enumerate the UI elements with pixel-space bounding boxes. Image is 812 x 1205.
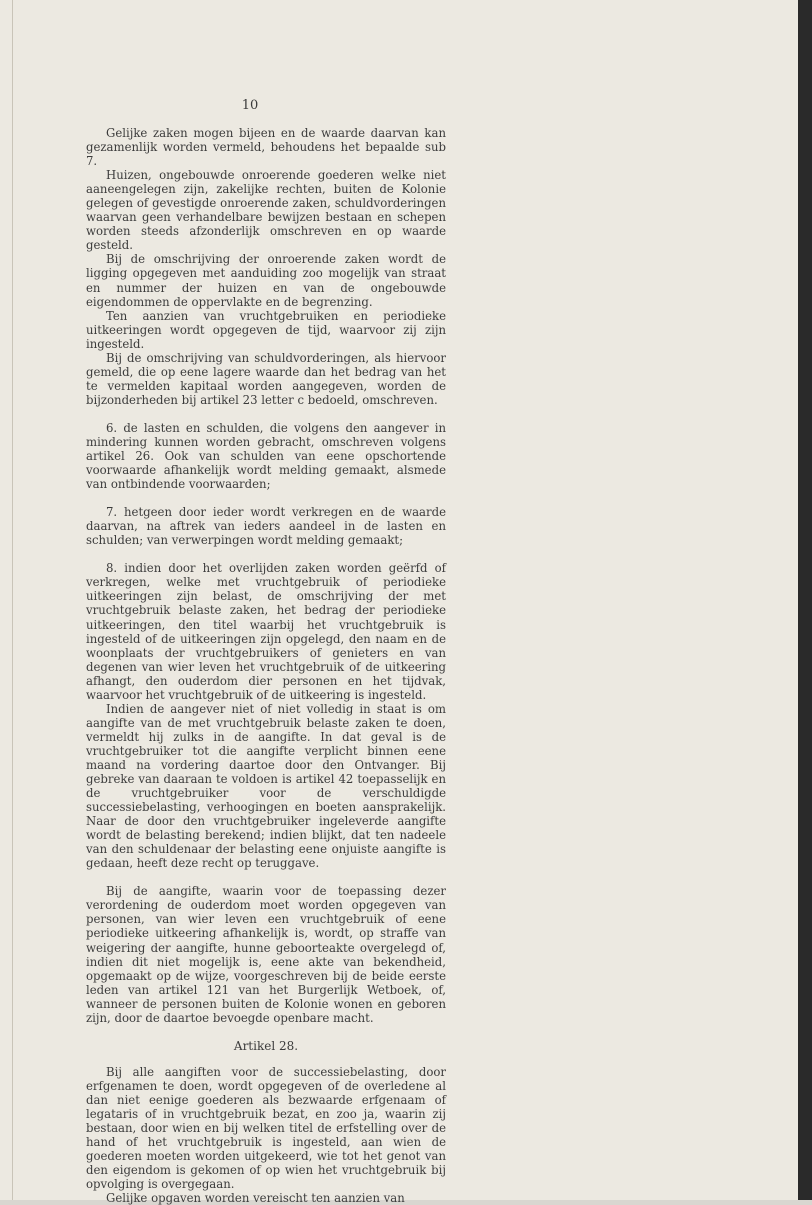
paragraphs-before-heading bbox=[86, 126, 446, 1025]
paragraph: Indien de aangever niet of niet volledig in staat is om aangifte van de met vruchtgebruik belaste zaken te doen, vermeldt hij zulks in de aangifte. In dat geval is de vruchtgebruiker tot die aangifte verplicht binnen eene maand na vordering daartoe door den Ontvanger. Bij gebreke van daaraan te voldoen is artikel 42 toepasselijk en de vruchtgebruiker voor de verschuldigde successiebelasting, verhoogingen en boeten aansprakelijk. Naar de door den vruchtgebruiker ingeleverde aangifte wordt de belasting berekend; indien blijkt, dat ten nadeele van den schuldenaar der belasting eene onjuiste aangifte is gedaan, heeft deze recht op teruggave. bbox=[86, 701, 446, 871]
paragraph: Gelijke opgaven worden vereischt ten aanzien van bbox=[106, 1191, 405, 1205]
paragraph: 7. hetgeen door ieder wordt verkregen en de waarde daarvan, na aftrek van ieders aandeel in de lasten en schulden; van verwerpingen wordt melding gemaakt; bbox=[86, 505, 446, 548]
paragraph: Bij de omschrijving der onroerende zaken wordt de ligging opgegeven met aanduiding zoo mogelijk van straat en nummer der huizen en van de ongebouwde eigendommen de oppervlakte en de begrenzing. bbox=[86, 252, 446, 309]
body-text bbox=[86, 126, 446, 1205]
paragraph: 6. de lasten en schulden, die volgens den aangever in mindering kunnen worden gebracht, omschreven volgens artikel 26. Ook van schulden van eene opschortende voorwaarde afhankelijk wordt melding gemaakt, alsmede van ontbindende voorwaarden; bbox=[86, 420, 446, 492]
paragraph: Bij alle aangiften voor de successiebelasting, door erfgenamen te doen, wordt opgegeven of de overledene al dan niet eenige goederen als bezwaarde erfgenaam of legataris of in vruchtgebruik bezat, en zoo ja, waarin zij bestaan, door wien en bij welken titel de erfstelling over de hand of het vruchtgebruik is ingesteld, aan wien de goederen moeten worden uitgekeerd, wie tot het genot van den eigendom is gekomen of op wien het vruchtgebruik bij opvolging is overgegaan. bbox=[86, 1064, 446, 1192]
paragraphs-after-heading bbox=[86, 1065, 446, 1205]
paragraph: Bij de omschrijving van schuldvorderingen, als hiervoor gemeld, die op eene lagere waarde dan het bedrag van het te vermelden kapitaal worden aangegeven, worden de bijzonderheden bij artikel 23 letter c bedoeld, omschreven. bbox=[86, 350, 446, 407]
paragraph: 8. indien door het overlijden zaken worden geërfd of verkregen, welke met vruchtgebruik of periodieke uitkeeringen zijn belast, de omschrijving der met vruchtgebruik belaste zaken, het bedrag der periodieke uitkeeringen, den titel waarbij het vruchtgebruik is ingesteld of de uitkeeringen zijn opgelegd, den naam en de woonplaats der vruchtgebruikers of genieters en van degenen van wier leven het vruchtgebruik of de uitkeering afhangt, den ouderdom dier personen en het tijdvak, waarvoor het vruchtgebruik of de uitkeering is ingesteld. bbox=[86, 561, 446, 702]
paragraph: Gelijke zaken mogen bijeen en de waarde daarvan kan gezamenlijk worden vermeld, behoudens het bepaalde sub 7. bbox=[86, 126, 446, 169]
paragraph: Ten aanzien van vruchtgebruiken en periodieke uitkeeringen wordt opgegeven de tijd, waarvoor zij zijn ingesteld. bbox=[86, 308, 446, 351]
paragraph: Bij de aangifte, waarin voor de toepassing dezer verordening de ouderdom moet worden opgegeven van personen, van wier leven een vruchtgebruik of eene periodieke uitkeering afhankelijk is, wordt, op straffe van weigering der aangifte, hunne geboorteakte overgelegd of, indien dit niet mogelijk is, eene akte van bekendheid, opgemaakt op de wijze, voorgeschreven bij de beide eerste leden van artikel 121 van het Burgerlijk Wetboek, of, wanneer de personen buiten de Kolonie wonen en geboren zijn, door de daartoe bevoegde openbare macht. bbox=[86, 884, 446, 1025]
page-number: 10 bbox=[241, 98, 259, 113]
paragraph: Huizen, ongebouwde onroerende goederen welke niet aaneengelegen zijn, zakelijke rechten, buiten de Kolonie gelegen of gevestigde onroerende zaken, schuldvorderingen waarvan geen verhandelbare bewijzen bestaan en schepen worden steeds afzonderlijk omschreven en op waarde gesteld. bbox=[86, 168, 446, 253]
scan-border bbox=[798, 0, 812, 1200]
page-gutter-line bbox=[12, 0, 13, 1200]
article-heading: Artikel 28. bbox=[233, 1038, 299, 1053]
